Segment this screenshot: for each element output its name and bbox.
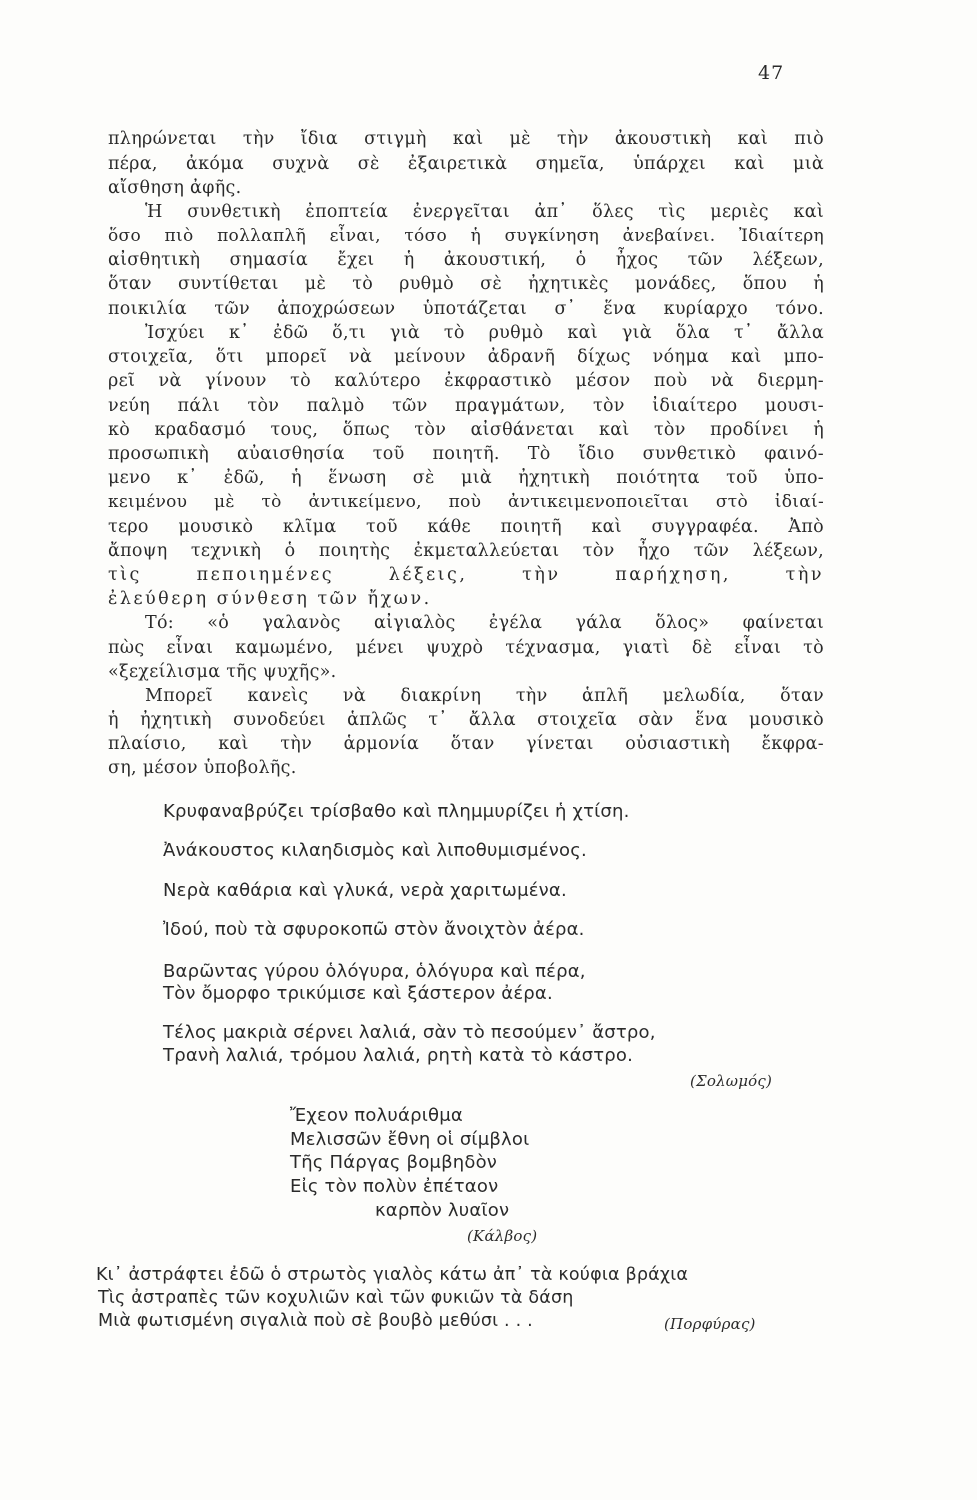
prose-line: μενο κ᾿ ἐδῶ, ἡ ἕνωση σὲ μιὰ ἠχητικὴ ποιότητα τοῦ ὑπο- <box>108 468 824 488</box>
prose-line: Ἡ συνθετικὴ ἐποπτεία ἐνεργεῖται ἀπ᾿ ὅλες τὶς μεριὲς καὶ <box>145 202 824 222</box>
verse-line: Νερὰ καθάρια καὶ γλυκά, νερὰ χαριτωμένα. <box>163 880 567 901</box>
prose-line: «ξεχείλισμα τῆς ψυχῆς». <box>108 662 337 682</box>
prose-line: κὸ κραδασμό τους, ὅπως τὸν αἰσθάνεται καὶ τὸν προδίνει ἡ <box>108 420 824 440</box>
prose-line: πέρα, ἀκόμα συχνὰ σὲ ἐξαιρετικὰ σημεῖα, ὑπάρχει καὶ μιὰ <box>108 154 824 174</box>
prose-line: κειμένου μὲ τὸ ἀντικείμενο, ποὺ ἀντικειμενοποιεῖται στὸ ἰδιαί- <box>108 492 824 512</box>
verse-line: Ἰδού, ποὺ τὰ σφυροκοπῶ στὸν ἄνοιχτὸν ἀέρα. <box>163 919 585 940</box>
prose-line: στοιχεῖα, ὅτι μπορεῖ νὰ μείνουν ἀδρανῆ δίχως νόημα καὶ μπο- <box>108 347 824 367</box>
prose-line: ὅσο πιὸ πολλαπλῆ εἶναι, τόσο ἡ συγκίνηση ἀνεβαίνει. Ἰδιαίτερη <box>108 226 824 246</box>
verse-line: Ἔχεον πολυάριθμα <box>290 1105 463 1126</box>
prose-line: προσωπικὴ αὐαισθησία τοῦ ποιητῆ. Τὸ ἴδιο συνθετικὸ φαινό- <box>108 444 824 464</box>
verse-line: Κρυφαναβρύζει τρίσβαθο καὶ πλημμυρίζει ἡ χτίση. <box>163 801 630 822</box>
attribution-kalvos: (Κάλβος) <box>467 1227 538 1245</box>
prose-line: αἴσθηση ἀφῆς. <box>108 178 242 198</box>
prose-line: πὼς εἶναι καμωμένο, μένει ψυχρὸ τέχνασμα, γιατὶ δὲ εἶναι τὸ <box>108 638 824 658</box>
verse-line: Κι᾿ ἀστράφτει ἐδῶ ὁ στρωτὸς γιαλὸς κάτω ἀπ᾿ τὰ κούφια βράχια <box>96 1265 689 1285</box>
verse-line: καρπὸν λυαῖον <box>375 1200 510 1221</box>
verse-line: Τέλος μακριὰ σέρνει λαλιά, σὰν τὸ πεσούμεν᾿ ἄστρο, <box>163 1022 656 1043</box>
prose-line: ὅταν συντίθεται μὲ τὸ ρυθμὸ σὲ ἠχητικὲς μονάδες, ὅπου ἡ <box>108 274 824 294</box>
page-number: 47 <box>758 62 785 84</box>
prose-line: Τό: «ὁ γαλανὸς αἰγιαλὸς ἐγέλα γάλα ὅλος» φαίνεται <box>145 613 824 633</box>
prose-line: νεύη πάλι τὸν παλμὸ τῶν πραγμάτων, τὸν ἰδιαίτερο μουσι- <box>108 396 824 416</box>
verse-line: Μιὰ φωτισμένη σιγαλιὰ ποὺ σὲ βουβὸ μεθύσι . . . <box>98 1311 533 1331</box>
prose-line: ἡ ἠχητικὴ συνοδεύει ἁπλῶς τ᾿ ἄλλα στοιχεῖα σὰν ἕνα μουσικὸ <box>108 710 824 730</box>
prose-line: αἰσθητικὴ σημασία ἔχει ἡ ἀκουστική, ὁ ἦχος τῶν λέξεων, <box>108 250 824 270</box>
verse-line: Βαρῶντας γύρου ὁλόγυρα, ὁλόγυρα καὶ πέρα, <box>163 961 586 982</box>
prose-line: ρεῖ νὰ γίνουν τὸ καλύτερο ἐκφραστικὸ μέσον ποὺ νὰ διερμη- <box>108 371 824 391</box>
prose-line: τὶς πεποιημένες λέξεις, τὴν παρήχηση, τὴν <box>108 565 824 585</box>
verse-line: Τρανὴ λαλιά, τρόμου λαλιά, ρητὴ κατὰ τὸ κάστρο. <box>163 1045 634 1066</box>
prose-line: ἄποψη τεχνικὴ ὁ ποιητὴς ἐκμεταλλεύεται τὸν ἦχο τῶν λέξεων, <box>108 541 824 561</box>
verse-line: Ἀνάκουστος κιλαηδισμὸς καὶ λιποθυμισμένος. <box>163 840 587 861</box>
verse-line: Εἰς τὸν πολὺν ἐπέταον <box>290 1176 499 1197</box>
prose-line: ση, μέσον ὑποβολῆς. <box>108 758 297 778</box>
verse-line: Τὶς ἀστραπὲς τῶν κοχυλιῶν καὶ τῶν φυκιῶν τὰ δάση <box>98 1288 574 1308</box>
prose-line: ποικιλία τῶν ἀποχρώσεων ὑποτάζεται σ᾿ ἕνα κυρίαρχο τόνο. <box>108 299 824 319</box>
verse-line: Τὸν ὄμορφο τρικύμισε καὶ ξάστερον ἀέρα. <box>163 983 553 1004</box>
attribution-solomos: (Σολωμός) <box>690 1072 773 1090</box>
verse-line: Τῆς Πάργας βομβηδὸν <box>290 1152 498 1173</box>
attribution-porfyras: (Πορφύρας) <box>664 1315 756 1333</box>
prose-line: Μπορεῖ κανεὶς νὰ διακρίνη τὴν ἁπλῆ μελωδία, ὅταν <box>145 686 824 706</box>
prose-line: πληρώνεται τὴν ἴδια στιγμὴ καὶ μὲ τὴν ἀκουστικὴ καὶ πιὸ <box>108 129 824 149</box>
prose-line: πλαίσιο, καὶ τὴν ἁρμονία ὅταν γίνεται οὐσιαστικὴ ἔκφρα- <box>108 734 824 754</box>
prose-line: Ἰσχύει κ᾿ ἐδῶ ὅ,τι γιὰ τὸ ρυθμὸ καὶ γιὰ ὅλα τ᾿ ἄλλα <box>145 323 824 343</box>
prose-line: ἐλεύθερη σύνθεση τῶν ἤχων. <box>108 589 432 609</box>
prose-line: τερο μουσικὸ κλῖμα τοῦ κάθε ποιητῆ καὶ συγγραφέα. Ἀπὸ <box>108 517 824 537</box>
verse-line: Μελισσῶν ἔθνη οἱ σίμβλοι <box>290 1129 530 1150</box>
